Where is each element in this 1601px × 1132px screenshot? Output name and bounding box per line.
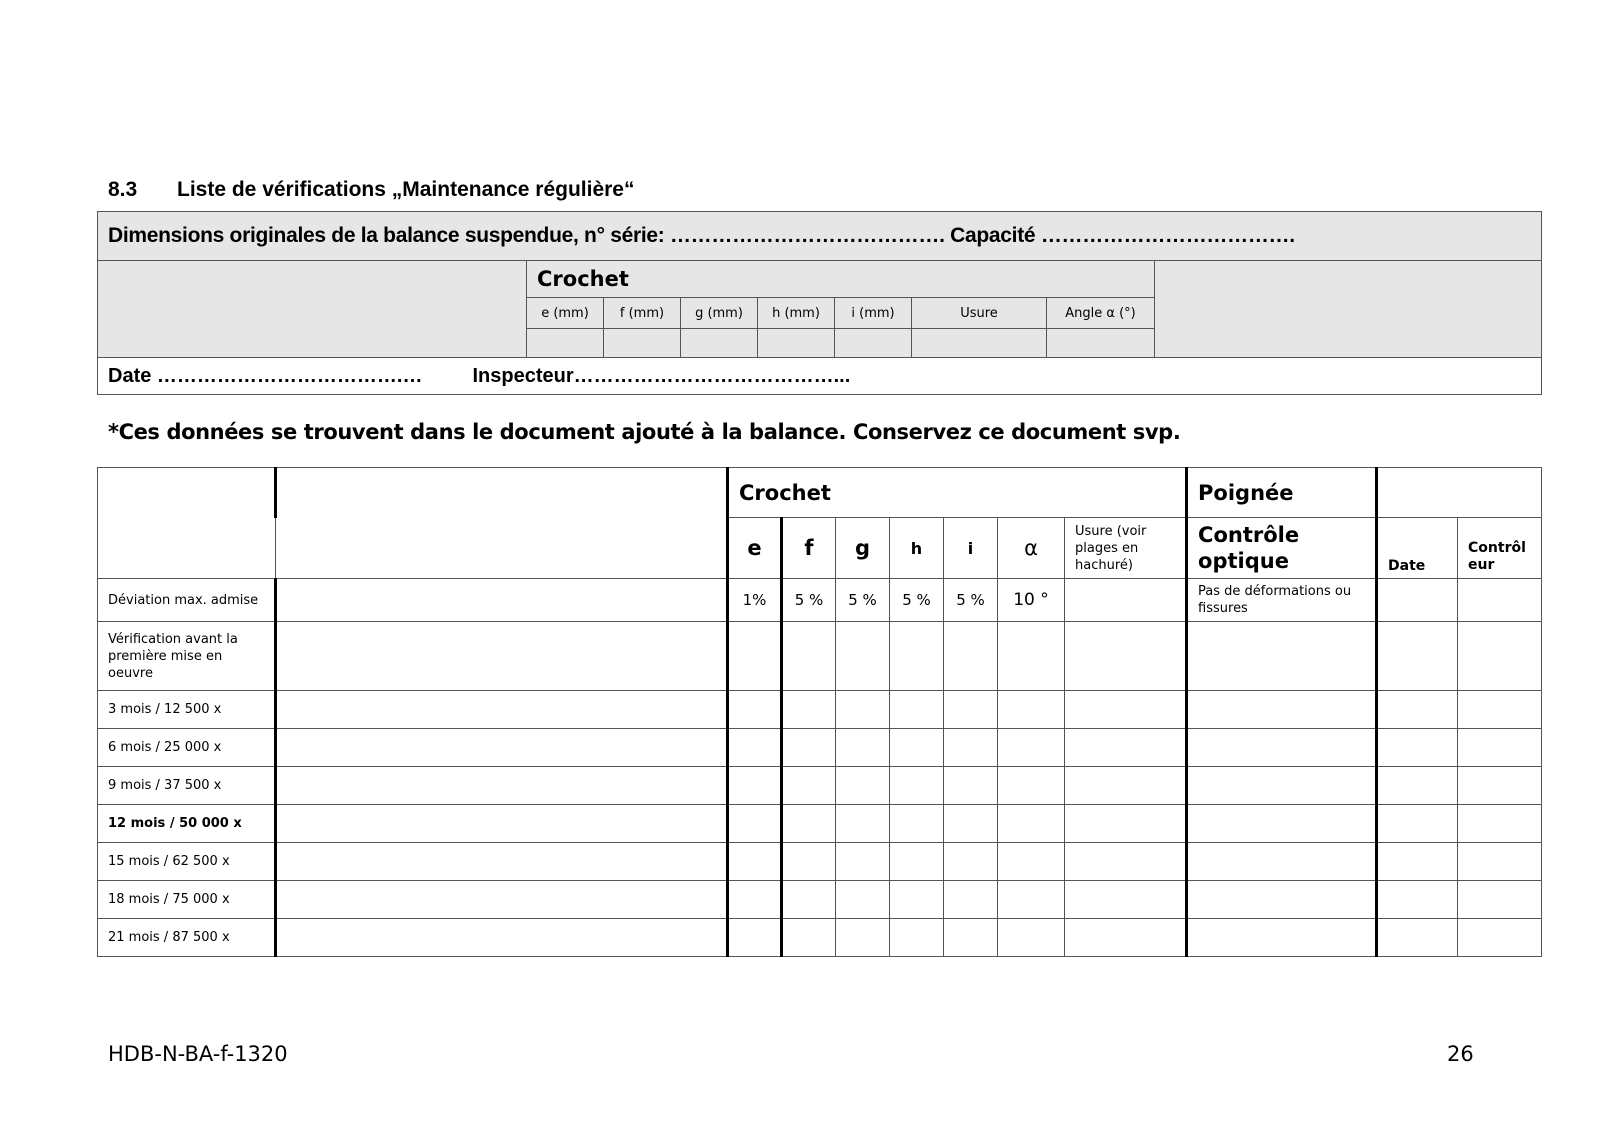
entry-cell[interactable]	[1458, 691, 1542, 729]
table-row	[98, 691, 1542, 729]
empty-cell	[1377, 579, 1458, 622]
entry-cell[interactable]	[782, 843, 836, 881]
entry-cell[interactable]	[890, 805, 944, 843]
column-header: h (mm)	[758, 298, 835, 329]
value-cell[interactable]	[835, 329, 912, 358]
entry-cell[interactable]	[782, 881, 836, 919]
poignee-header: Poignée	[1187, 468, 1377, 518]
entry-cell[interactable]	[890, 881, 944, 919]
entry-cell[interactable]	[728, 843, 782, 881]
deviation-value: 5 %	[890, 579, 944, 622]
date-label: Date ……………………………….…	[108, 364, 423, 387]
table-row	[98, 622, 1542, 691]
entry-cell[interactable]	[1458, 622, 1542, 691]
table-row	[98, 729, 1542, 767]
column-header: f (mm)	[604, 298, 681, 329]
entry-cell[interactable]	[276, 805, 728, 843]
deviation-note: Pas de déformations ou fissures	[1187, 579, 1377, 622]
entry-cell[interactable]	[1065, 805, 1187, 843]
entry-cell[interactable]	[276, 767, 728, 805]
entry-cell[interactable]	[944, 767, 998, 805]
value-cell[interactable]	[604, 329, 681, 358]
entry-cell[interactable]	[782, 767, 836, 805]
value-cell[interactable]	[527, 329, 604, 358]
entry-cell[interactable]	[782, 729, 836, 767]
entry-cell[interactable]	[998, 881, 1065, 919]
entry-cell[interactable]	[836, 622, 890, 691]
entry-cell[interactable]	[944, 881, 998, 919]
entry-cell[interactable]	[1377, 805, 1458, 843]
entry-cell[interactable]	[1187, 691, 1377, 729]
entry-cell[interactable]	[944, 919, 998, 957]
row-label: 18 mois / 75 000 x	[98, 881, 276, 919]
maintenance-checklist-table	[97, 467, 1542, 957]
entry-cell[interactable]	[998, 843, 1065, 881]
entry-cell[interactable]	[944, 729, 998, 767]
row-label: 21 mois / 87 500 x	[98, 919, 276, 957]
entry-cell[interactable]	[890, 919, 944, 957]
entry-cell[interactable]	[276, 843, 728, 881]
deviation-value: 10 °	[998, 579, 1065, 622]
section-title: Liste de vérifications „Maintenance régulière“	[177, 178, 635, 201]
deviation-value: 5 %	[836, 579, 890, 622]
entry-cell[interactable]	[836, 729, 890, 767]
entry-cell[interactable]	[782, 805, 836, 843]
entry-cell[interactable]	[890, 843, 944, 881]
entry-cell[interactable]	[944, 691, 998, 729]
entry-cell[interactable]	[782, 622, 836, 691]
empty-header-cell	[276, 518, 728, 579]
entry-cell[interactable]	[890, 767, 944, 805]
table-row	[98, 767, 1542, 805]
empty-cell	[98, 261, 527, 358]
entry-cell[interactable]	[1065, 691, 1187, 729]
entry-cell[interactable]	[998, 767, 1065, 805]
column-e: e	[728, 518, 782, 579]
entry-cell[interactable]	[782, 691, 836, 729]
entry-cell[interactable]	[1065, 919, 1187, 957]
table-row	[98, 843, 1542, 881]
entry-cell[interactable]	[1377, 691, 1458, 729]
column-f: f	[782, 518, 836, 579]
section-number: 8.3	[108, 178, 138, 201]
entry-cell[interactable]	[728, 919, 782, 957]
table-row	[98, 919, 1542, 957]
original-dimensions-table	[97, 211, 1542, 395]
entry-cell[interactable]	[836, 805, 890, 843]
entry-cell[interactable]	[1458, 729, 1542, 767]
entry-cell[interactable]	[728, 805, 782, 843]
document-code: HDB-N-BA-f-1320	[108, 1042, 288, 1066]
entry-cell[interactable]	[782, 919, 836, 957]
entry-cell[interactable]	[836, 843, 890, 881]
empty-cell	[276, 579, 728, 622]
value-cell[interactable]	[758, 329, 835, 358]
entry-cell[interactable]	[1377, 767, 1458, 805]
column-h: h	[890, 518, 944, 579]
entry-cell[interactable]	[1458, 805, 1542, 843]
row-label: Vérification avant la première mise en oeuvre	[98, 622, 276, 691]
empty-header-cell	[1377, 468, 1542, 518]
inspector-label: Inspecteur…………………………………...	[472, 364, 851, 387]
entry-cell[interactable]	[998, 622, 1065, 691]
column-header: Angle α (°)	[1047, 298, 1155, 329]
entry-cell[interactable]	[1065, 767, 1187, 805]
column-header: i (mm)	[835, 298, 912, 329]
entry-cell[interactable]	[1458, 843, 1542, 881]
column-header: Usure	[912, 298, 1047, 329]
row-label: 12 mois / 50 000 x	[98, 805, 276, 843]
deviation-label: Déviation max. admise	[98, 579, 276, 622]
entry-cell[interactable]	[1187, 843, 1377, 881]
entry-cell[interactable]	[1065, 622, 1187, 691]
entry-cell[interactable]	[1187, 805, 1377, 843]
entry-cell[interactable]	[1377, 919, 1458, 957]
crochet-header: Crochet	[527, 261, 1155, 298]
entry-cell[interactable]	[1187, 919, 1377, 957]
column-usure: Usure (voir plages en hachuré)	[1065, 518, 1187, 579]
entry-cell[interactable]	[1187, 729, 1377, 767]
entry-cell[interactable]	[998, 805, 1065, 843]
entry-cell[interactable]	[728, 691, 782, 729]
entry-cell[interactable]	[944, 805, 998, 843]
row-label: 15 mois / 62 500 x	[98, 843, 276, 881]
empty-cell	[1458, 579, 1542, 622]
entry-cell[interactable]	[276, 881, 728, 919]
value-cell[interactable]	[912, 329, 1047, 358]
empty-header-cell	[276, 468, 728, 518]
entry-cell[interactable]	[1065, 843, 1187, 881]
entry-cell[interactable]	[944, 622, 998, 691]
value-cell[interactable]	[681, 329, 758, 358]
entry-cell[interactable]	[1065, 729, 1187, 767]
entry-cell[interactable]	[1187, 622, 1377, 691]
table-row	[98, 805, 1542, 843]
crochet-header: Crochet	[728, 468, 1187, 518]
date-inspector-row	[98, 358, 1542, 395]
column-g: g	[836, 518, 890, 579]
entry-cell[interactable]	[1458, 919, 1542, 957]
column-controleur: Contrôl eur	[1458, 518, 1542, 579]
entry-cell[interactable]	[728, 767, 782, 805]
row-label: 6 mois / 25 000 x	[98, 729, 276, 767]
entry-cell[interactable]	[1187, 881, 1377, 919]
entry-cell[interactable]	[890, 691, 944, 729]
column-i: i	[944, 518, 998, 579]
entry-cell[interactable]	[836, 691, 890, 729]
entry-cell[interactable]	[728, 729, 782, 767]
dimensions-label: Dimensions originales de la balance suspendue, n° série: …………………………………. Capacité ……………………………….	[98, 212, 1542, 261]
entry-cell[interactable]	[1187, 767, 1377, 805]
entry-cell[interactable]	[998, 691, 1065, 729]
entry-cell[interactable]	[276, 622, 728, 691]
page-number: 26	[1447, 1042, 1474, 1066]
entry-cell[interactable]	[1458, 767, 1542, 805]
row-label: 9 mois / 37 500 x	[98, 767, 276, 805]
entry-cell[interactable]	[276, 919, 728, 957]
entry-cell[interactable]	[890, 622, 944, 691]
entry-cell[interactable]	[998, 919, 1065, 957]
entry-cell[interactable]	[276, 729, 728, 767]
deviation-value: 5 %	[944, 579, 998, 622]
empty-cell	[1065, 579, 1187, 622]
entry-cell[interactable]	[836, 767, 890, 805]
entry-cell[interactable]	[890, 729, 944, 767]
column-date: Date	[1377, 518, 1458, 579]
table-row	[98, 881, 1542, 919]
entry-cell[interactable]	[276, 691, 728, 729]
entry-cell[interactable]	[1065, 881, 1187, 919]
empty-header-cell	[98, 468, 276, 579]
entry-cell[interactable]	[1377, 843, 1458, 881]
entry-cell[interactable]	[1377, 729, 1458, 767]
entry-cell[interactable]	[1458, 881, 1542, 919]
column-header: e (mm)	[527, 298, 604, 329]
entry-cell[interactable]	[836, 881, 890, 919]
entry-cell[interactable]	[728, 622, 782, 691]
entry-cell[interactable]	[1377, 622, 1458, 691]
deviation-value: 5 %	[782, 579, 836, 622]
entry-cell[interactable]	[944, 843, 998, 881]
entry-cell[interactable]	[1377, 881, 1458, 919]
deviation-value: 1%	[728, 579, 782, 622]
entry-cell[interactable]	[998, 729, 1065, 767]
entry-cell[interactable]	[728, 881, 782, 919]
empty-cell	[1155, 261, 1542, 358]
note-text: *Ces données se trouvent dans le document ajouté à la balance. Conservez ce document svp.	[108, 420, 1181, 444]
entry-cell[interactable]	[836, 919, 890, 957]
column-controle-optique: Contrôle optique	[1187, 518, 1377, 579]
row-label: 3 mois / 12 500 x	[98, 691, 276, 729]
column-header: g (mm)	[681, 298, 758, 329]
value-cell[interactable]	[1047, 329, 1155, 358]
column-alpha: α	[998, 518, 1065, 579]
